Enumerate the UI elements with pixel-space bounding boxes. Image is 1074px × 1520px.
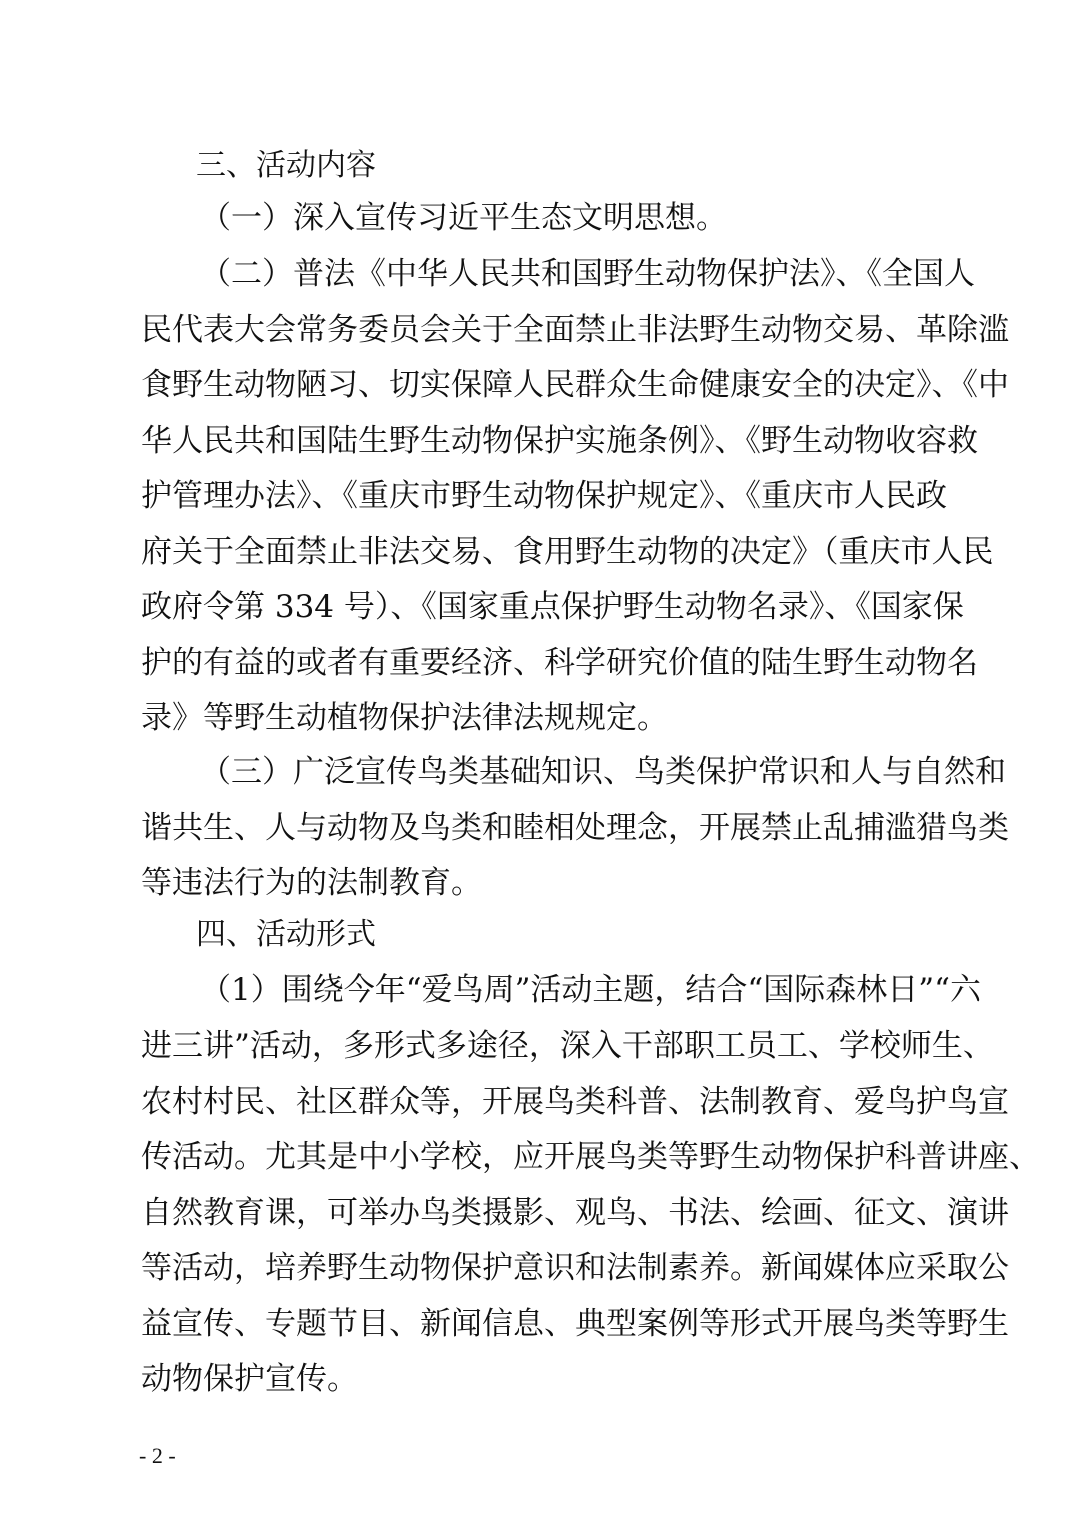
page-number: - 2 -: [139, 1443, 176, 1468]
paragraph-format-1-line: 进三讲”活动，多形式多途径，深入干部职工员工、学校师生、: [141, 1028, 994, 1064]
paragraph-item-3-line: 谐共生、人与动物及鸟类和睦相处理念，开展禁止乱捕滥猎鸟类: [141, 810, 1009, 846]
paragraph-format-1-line: 动物保护宣传。: [141, 1361, 358, 1397]
paragraph-item-2-line: 府关于全面禁止非法交易、食用野生动物的决定》（重庆市人民: [141, 534, 994, 570]
paragraph-item-2-line: 民代表大会常务委员会关于全面禁止非法野生动物交易、革除滥: [141, 312, 1009, 348]
paragraph-item-2-line: 护的有益的或者有重要经济、科学研究价值的陆生野生动物名: [141, 645, 978, 681]
paragraph-item-2-line: 护管理办法》、《重庆市野生动物保护规定》、《重庆市人民政: [141, 478, 947, 514]
paragraph-item-2-line: 录》等野生动植物保护法律法规规定。: [141, 700, 668, 736]
paragraph-format-1-line: 传活动。尤其是中小学校，应开展鸟类等野生动物保护科普讲座、: [141, 1139, 1040, 1175]
paragraph-item-2-line: 食野生动物陋习、切实保障人民群众生命健康安全的决定》、《中: [141, 367, 1009, 403]
paragraph-item-3-line: （三）广泛宣传鸟类基础知识、鸟类保护常识和人与自然和: [200, 754, 1006, 790]
paragraph-format-1-line: 农村村民、社区群众等，开展鸟类科普、法制教育、爱鸟护鸟宣: [141, 1084, 1009, 1120]
section-heading-activity-content: 三、活动内容: [196, 148, 376, 183]
paragraph-item-1: （一）深入宣传习近平生态文明思想。: [200, 200, 727, 236]
section-heading-activity-format: 四、活动形式: [196, 917, 376, 952]
paragraph-item-3-line: 等违法行为的法制教育。: [141, 865, 482, 901]
paragraph-item-2-line: （二）普法《中华人民共和国野生动物保护法》、《全国人: [200, 256, 975, 292]
paragraph-item-2-line: 政府令第 334 号）、《国家重点保护野生动物名录》、《国家保: [141, 589, 964, 625]
paragraph-format-1-line: 自然教育课，可举办鸟类摄影、观鸟、书法、绘画、征文、演讲: [141, 1195, 1009, 1231]
paragraph-item-2-line: 华人民共和国陆生野生动物保护实施条例》、《野生动物收容救: [141, 423, 978, 459]
paragraph-format-1-line: 益宣传、专题节目、新闻信息、典型案例等形式开展鸟类等野生: [141, 1306, 1009, 1342]
paragraph-format-1-line: （1）围绕今年“爱鸟周”活动主题，结合“国际森林日”“六: [200, 972, 981, 1008]
paragraph-format-1-line: 等活动，培养野生动物保护意识和法制素养。新闻媒体应采取公: [141, 1250, 1009, 1286]
